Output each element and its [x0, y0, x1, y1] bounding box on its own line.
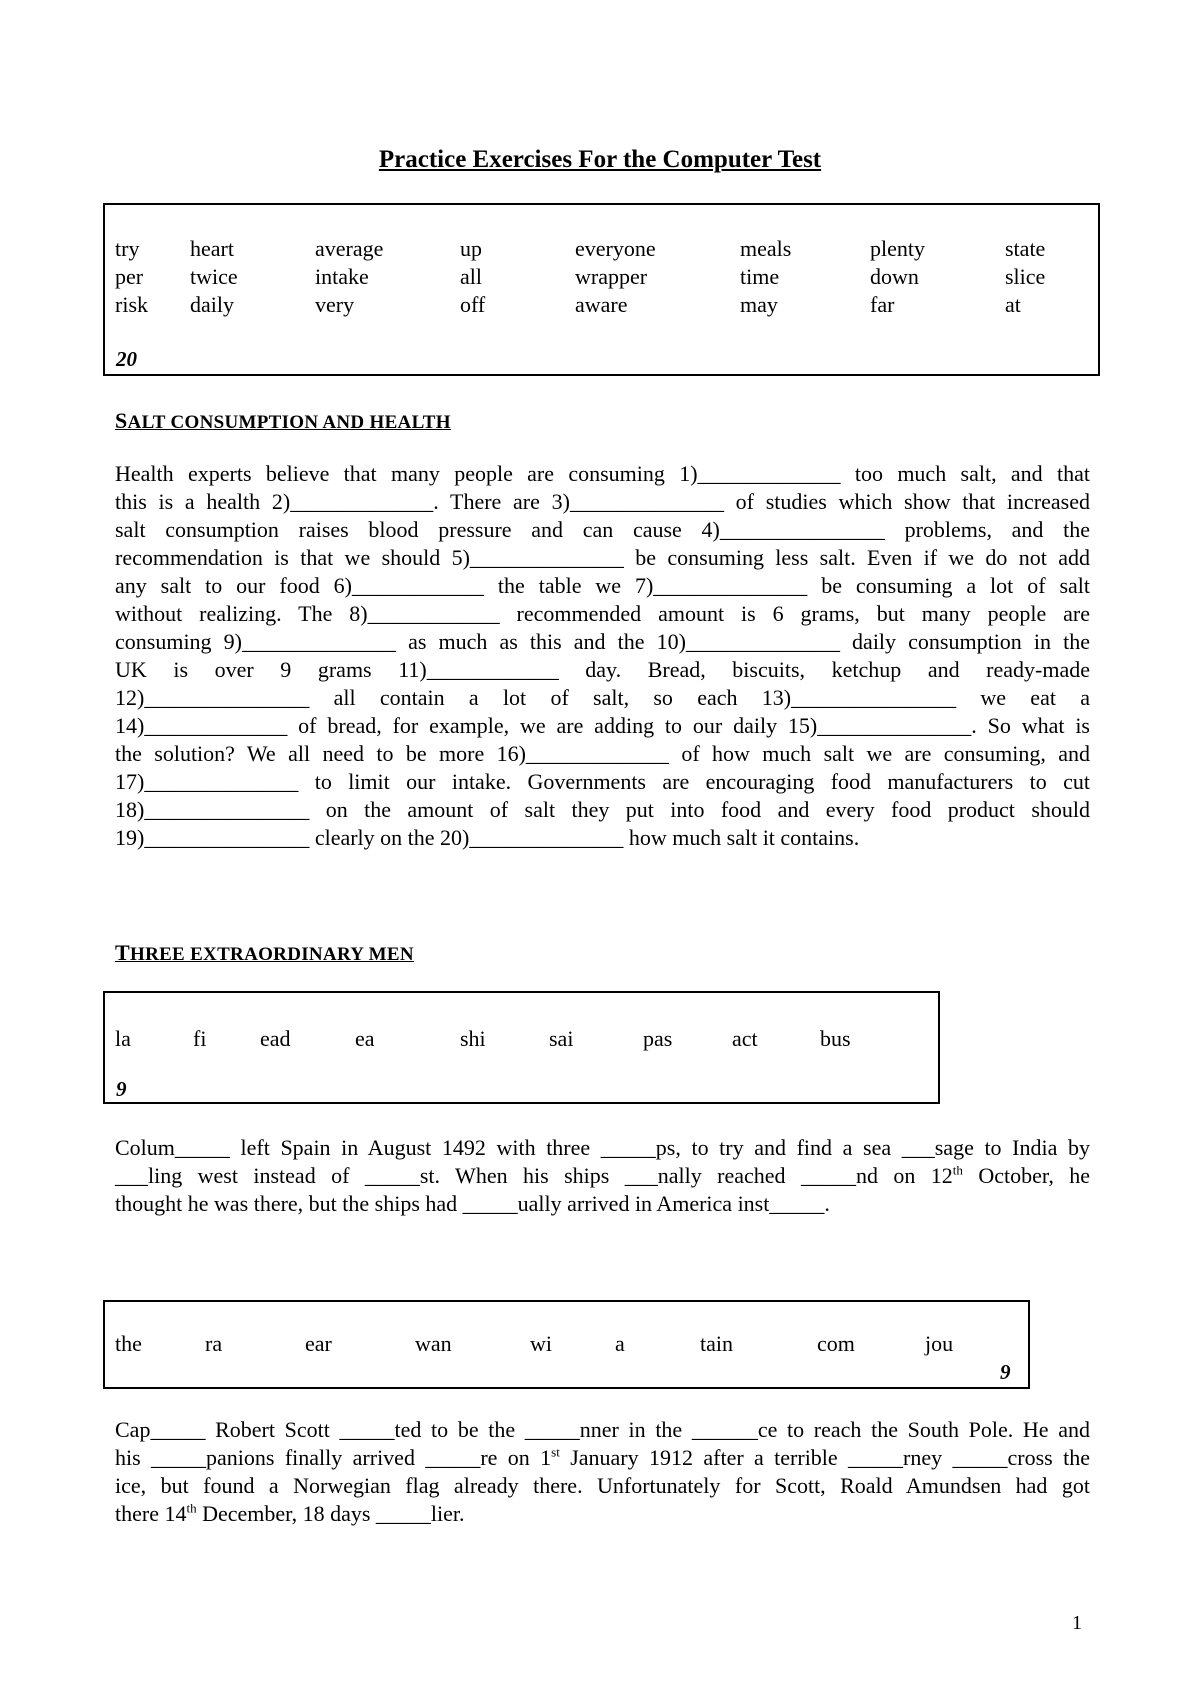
- word-bank-item: a: [615, 1331, 625, 1356]
- passage-line: recommendation is that we should 5)______________ be consuming less salt. Even if we do not add: [115, 545, 1090, 570]
- word-bank-item: may: [740, 292, 778, 317]
- passage-line: Health experts believe that many people are consuming 1)_____________ too much salt, and that: [115, 461, 1090, 486]
- word-bank-item: meals: [740, 236, 792, 261]
- word-bank-item: average: [315, 236, 384, 261]
- word-bank-item: far: [870, 292, 895, 317]
- word-bank-item: bus: [820, 1026, 851, 1051]
- passage-line: 19)_______________ clearly on the 20)______________ how much salt it contains.: [115, 825, 860, 850]
- heading-rest: HREE EXTRAORDINARY MEN: [129, 944, 414, 965]
- page-number: 1: [1072, 1612, 1082, 1634]
- passage-line: any salt to our food 6)____________ the table we 7)______________ be consuming a lot of salt: [115, 573, 1090, 598]
- heading-initial: T: [115, 940, 130, 965]
- word-bank-item: down: [870, 264, 919, 289]
- word-bank-item: ea: [355, 1026, 375, 1051]
- passage-line: 14)_____________ of bread, for example, we are adding to our daily 15)______________. So what is: [115, 713, 1090, 738]
- passage-line: consuming 9)______________ as much as this and the 10)______________ daily consumption in the: [115, 629, 1090, 654]
- passage-line: this is a health 2)_____________. There are 3)______________ of studies which show that increased: [115, 489, 1090, 514]
- word-bank-item: wan: [415, 1331, 452, 1356]
- word-bank-item: act: [732, 1026, 758, 1051]
- scott-passage: [115, 1416, 1090, 1528]
- word-bank-item: fi: [193, 1026, 207, 1051]
- word-bank-item: risk: [115, 292, 148, 317]
- word-bank-item: ra: [205, 1331, 223, 1356]
- word-bank-item: the: [115, 1331, 142, 1356]
- passage-line: there 14th December, 18 days _____lier.: [115, 1500, 465, 1526]
- passage-line: ___ling west instead of _____st. When his ships ___nally reached _____nd on 12th October, he: [115, 1162, 1090, 1188]
- word-box-2-count: 9: [116, 1077, 127, 1101]
- word-bank-item: daily: [190, 292, 234, 317]
- page-title: Practice Exercises For the Computer Test: [378, 146, 822, 173]
- passage-line: Cap_____ Robert Scott _____ted to be the _____nner in the ______ce to reach the South Pole. He and: [115, 1417, 1090, 1442]
- word-bank-item: all: [460, 264, 482, 289]
- heading-initial: S: [115, 408, 128, 433]
- word-box-3: [103, 1300, 1030, 1389]
- passage-line: his _____panions finally arrived _____re on 1st January 1912 after a terrible _____rney _____cross the: [115, 1444, 1090, 1470]
- passage-line: 17)______________ to limit our intake. Governments are encouraging food manufacturers to cut: [115, 769, 1090, 794]
- word-bank-item: la: [115, 1026, 131, 1051]
- word-bank-item: wrapper: [575, 264, 648, 289]
- word-bank-item: everyone: [575, 236, 656, 261]
- word-bank-item: intake: [315, 264, 369, 289]
- word-bank-item: pas: [643, 1026, 673, 1051]
- word-bank-item: sai: [549, 1026, 574, 1051]
- salt-passage: [115, 460, 1090, 852]
- columbus-passage: [115, 1134, 1090, 1218]
- section-heading-salt: [115, 408, 451, 434]
- passage-line: salt consumption raises blood pressure and can cause 4)_______________ problems, and the: [115, 517, 1090, 542]
- word-bank-item: plenty: [870, 236, 925, 261]
- word-box-1: [103, 203, 1100, 376]
- word-bank-item: wi: [530, 1331, 552, 1356]
- word-bank-item: time: [740, 264, 780, 289]
- word-box-1-count: 20: [116, 347, 137, 371]
- heading-rest: ALT CONSUMPTION AND HEALTH: [127, 412, 451, 433]
- word-bank-item: try: [115, 236, 140, 261]
- word-bank-item: twice: [190, 264, 238, 289]
- word-bank-item: com: [817, 1331, 855, 1356]
- word-box-3-count: 9: [1000, 1360, 1011, 1384]
- passage-line: thought he was there, but the ships had _____ually arrived in America inst_____.: [115, 1191, 830, 1216]
- word-bank-item: at: [1005, 292, 1021, 317]
- passage-line: Colum_____ left Spain in August 1492 with three _____ps, to try and find a sea ___sage to India by: [115, 1135, 1090, 1160]
- word-bank-item: jou: [925, 1331, 954, 1356]
- passage-line: ice, but found a Norwegian flag already there. Unfortunately for Scott, Roald Amundsen had got: [115, 1473, 1090, 1498]
- word-bank-item: per: [115, 264, 144, 289]
- passage-line: the solution? We all need to be more 16)_____________ of how much salt we are consuming, and: [115, 741, 1090, 766]
- word-bank-item: ead: [260, 1026, 291, 1051]
- passage-line: without realizing. The 8)____________ recommended amount is 6 grams, but many people are: [115, 601, 1090, 626]
- word-bank-item: shi: [460, 1026, 486, 1051]
- word-bank-item: off: [460, 292, 486, 317]
- word-bank-item: up: [460, 236, 482, 261]
- word-box-2: [103, 991, 940, 1104]
- passage-line: 12)_______________ all contain a lot of salt, so each 13)_______________ we eat a: [115, 685, 1090, 710]
- passage-line: UK is over 9 grams 11)____________ day. Bread, biscuits, ketchup and ready-made: [115, 657, 1090, 682]
- word-bank-item: heart: [190, 236, 234, 261]
- word-bank-item: slice: [1005, 264, 1046, 289]
- word-bank-item: tain: [700, 1331, 733, 1356]
- word-bank-item: very: [315, 292, 355, 317]
- passage-line: 18)_______________ on the amount of salt they put into food and every food product should: [115, 797, 1090, 822]
- word-bank-item: state: [1005, 236, 1046, 261]
- word-bank-item: aware: [575, 292, 628, 317]
- section-heading-men: [115, 940, 414, 966]
- word-bank-item: ear: [305, 1331, 332, 1356]
